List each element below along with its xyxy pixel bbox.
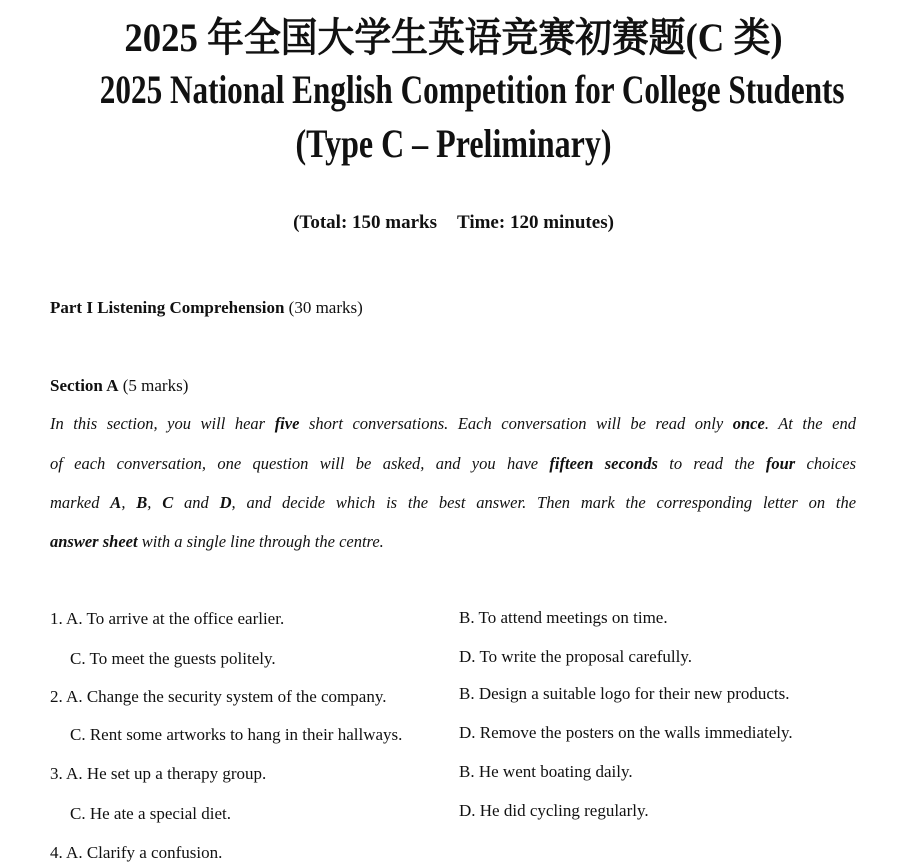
instruction-emphasis: fifteen seconds [549,454,658,473]
instruction-text: . At the end [764,414,856,433]
instruction-line-1 [50,414,856,434]
question-3-option-a: 3. A. He set up a therapy group. [50,764,267,783]
question-1-option-b: B. To attend meetings on time. [459,608,668,627]
instruction-emphasis: five [274,414,300,433]
instruction-text: , [147,493,163,512]
question-2-option-c: C. Rent some artworks to hang in their hallways. [70,725,403,744]
instruction-line-4 [50,532,856,552]
instruction-text: to read the [657,454,766,473]
question-1-option-a: 1. A. To arrive at the office earlier. [50,609,285,628]
section-heading [50,376,188,396]
instruction-emphasis: C [162,493,174,512]
instruction-text: short conversations. Each conversation will be read only [299,414,733,433]
question-1-option-c: C. To meet the guests politely. [70,649,276,668]
question-1-option-d: D. To write the proposal carefully. [459,647,692,666]
instruction-emphasis: D [219,493,232,512]
instruction-text: choices [795,454,856,473]
exam-meta [0,212,907,234]
instruction-text: and [173,493,220,512]
question-3-option-d: D. He did cycling regularly. [459,801,649,820]
section-title: Section A [50,376,119,395]
time-limit: Time: 120 minutes) [457,212,614,233]
instruction-text: In this section, you will hear [50,414,275,433]
instruction-text: , [121,493,137,512]
instruction-emphasis: answer sheet [50,532,138,551]
instruction-line-2 [50,454,856,474]
title-english-line1: 2025 National English Competition for College Students [99,67,845,112]
instruction-emphasis: once [732,414,765,433]
instruction-text: of each conversation, one question will be asked, and you have [50,454,550,473]
part-heading [50,298,363,318]
instruction-text: , and decide which is the best answer. Then mark the corresponding letter on the [231,493,857,512]
instruction-emphasis: A [110,493,122,512]
question-4-option-a: 4. A. Clarify a confusion. [50,843,223,862]
title-chinese: 2025 年全国大学生英语竞赛初赛题(C 类) [124,15,783,60]
instruction-text: with a single line through the centre. [137,532,384,551]
instruction-text: marked [50,493,111,512]
question-2-option-a: 2. A. Change the security system of the company. [50,687,387,706]
part-title: Part I Listening Comprehension [50,298,285,317]
title-english-line2: (Type C – Preliminary) [295,121,612,166]
question-2-option-d: D. Remove the posters on the walls immediately. [459,723,793,742]
instruction-line-3 [50,493,856,513]
question-3-option-b: B. He went boating daily. [459,762,633,781]
total-marks: (Total: 150 marks [293,212,437,233]
question-2-option-b: B. Design a suitable logo for their new products. [459,684,790,703]
instruction-emphasis: four [765,454,796,473]
instruction-emphasis: B [136,493,148,512]
question-3-option-c: C. He ate a special diet. [70,804,231,823]
part-marks: (30 marks) [288,298,363,317]
section-marks: (5 marks) [122,376,189,395]
